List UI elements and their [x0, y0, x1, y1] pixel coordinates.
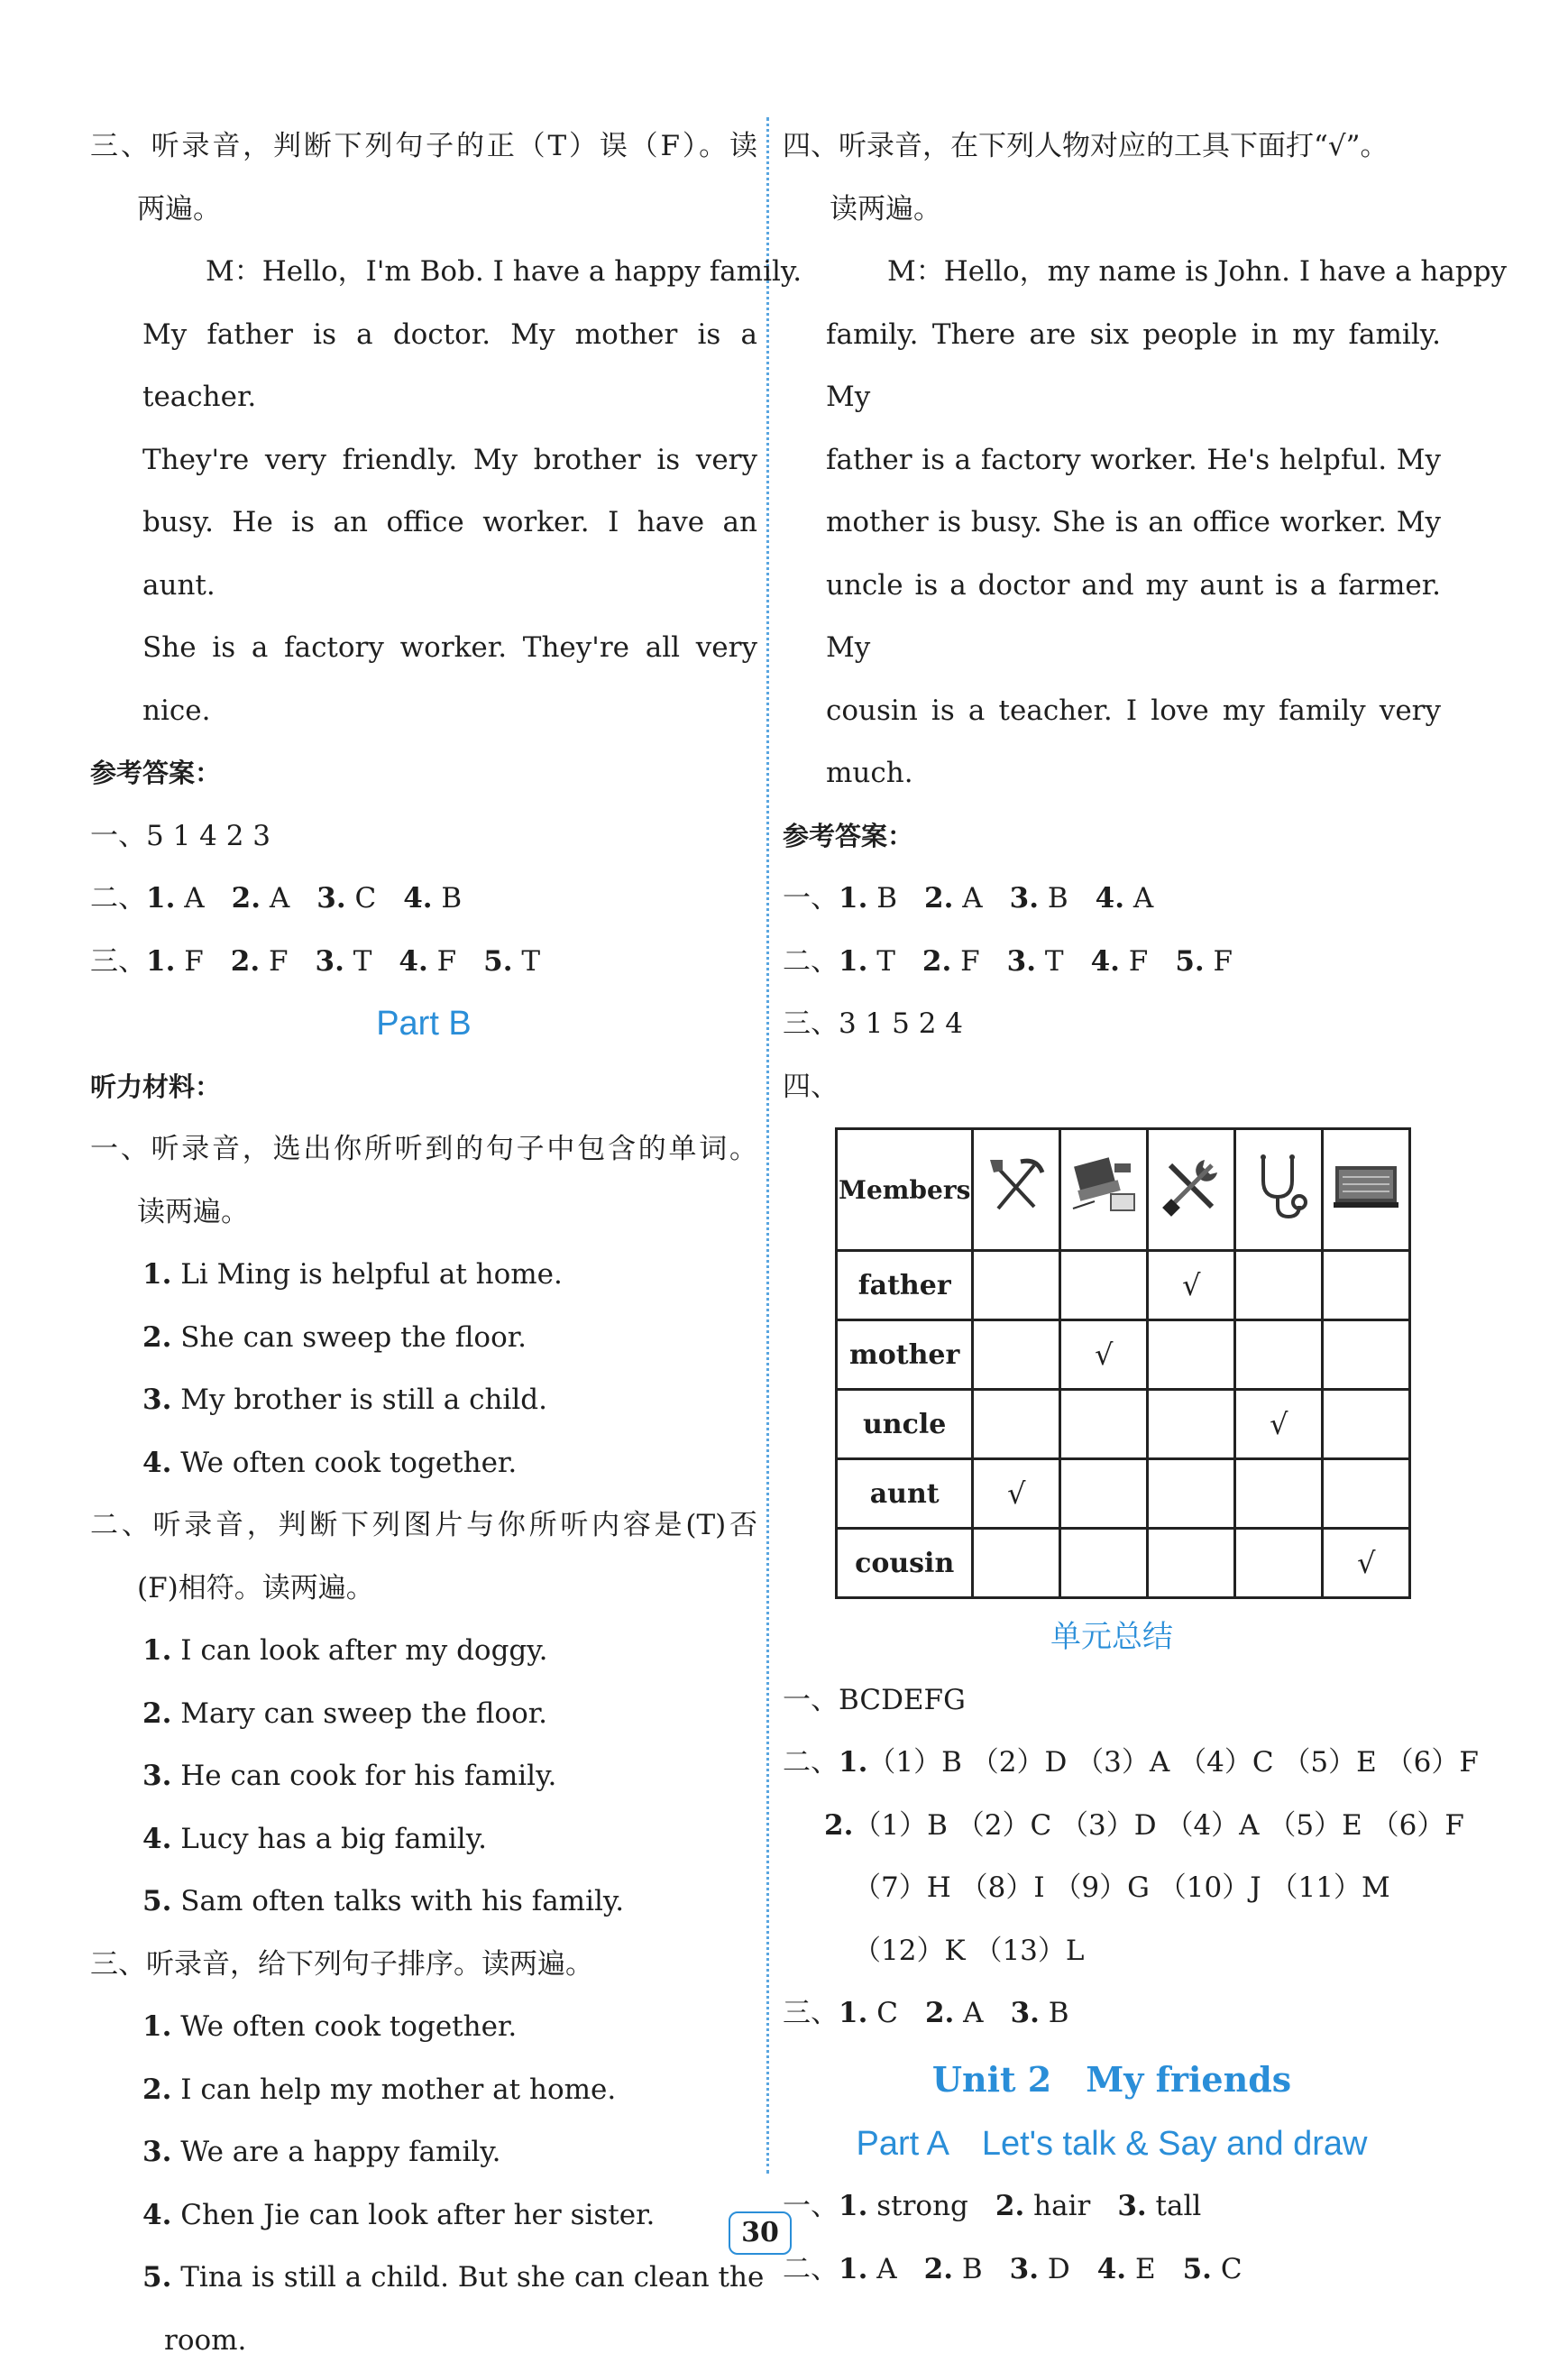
question-2-title-cont: (F)相符。读两遍。	[90, 1558, 757, 1621]
section-3-title: 三、听录音，判断下列句子的正（T）误（F）。读	[90, 115, 757, 179]
unit-2-heading: Unit 2 My friends	[783, 2046, 1441, 2113]
check-cell: √	[1060, 1320, 1148, 1390]
part-a-heading: Part A Let's talk & Say and draw	[783, 2113, 1441, 2176]
member-name: uncle	[837, 1390, 973, 1459]
script-line: busy. He is an office worker. I have an aunt.	[90, 492, 757, 617]
answer-line: （12）K （13）L	[783, 1920, 1441, 1983]
script-line: M：Hello，I'm Bob. I have a happy family.	[90, 241, 757, 304]
list-item: 5. Sam often talks with his family.	[90, 1871, 757, 1934]
check-cell	[973, 1529, 1060, 1598]
left-column	[90, 115, 757, 2372]
answer-line: 一、5 1 4 2 3	[90, 805, 757, 869]
list-item: 3. My brother is still a child.	[90, 1369, 757, 1432]
check-cell: √	[973, 1459, 1060, 1529]
script-line: uncle is a doctor and my aunt is a farmer. My	[783, 555, 1441, 680]
check-cell	[1148, 1529, 1235, 1598]
script-line: She is a factory worker. They're all very nice.	[90, 617, 757, 742]
check-cell	[1148, 1459, 1235, 1529]
list-item: 2. I can help my mother at home.	[90, 2059, 757, 2122]
answer-line: 一、1. strong 2. hair 3. tall	[783, 2175, 1441, 2239]
answer-line: 三、3 1 5 2 4	[783, 993, 1441, 1056]
answer-line: 四、	[783, 1056, 1441, 1119]
script-line: M：Hello，my name is John. I have a happy	[783, 241, 1441, 304]
member-name: aunt	[837, 1459, 973, 1529]
script-line: cousin is a teacher. I love my family very	[783, 680, 1441, 743]
check-cell: √	[1235, 1390, 1323, 1459]
list-item: 5. Tina is still a child. But she can clean the	[90, 2247, 757, 2310]
answer-line: 一、BCDEFG	[783, 1669, 1441, 1733]
script-line: family. There are six people in my family. My	[783, 304, 1441, 429]
stethoscope-icon	[1235, 1129, 1323, 1251]
check-cell	[1060, 1529, 1148, 1598]
list-item: 3. We are a happy family.	[90, 2121, 757, 2184]
answer-line: （7）H （8）I （9）G （10）J （11）M	[783, 1857, 1441, 1920]
table-row	[837, 1251, 1410, 1320]
check-cell	[1235, 1251, 1323, 1320]
check-cell	[1323, 1459, 1410, 1529]
members-header: Members	[837, 1129, 973, 1251]
member-name: mother	[837, 1320, 973, 1390]
members-tools-table	[835, 1127, 1411, 1599]
check-cell	[1323, 1251, 1410, 1320]
check-cell	[1148, 1390, 1235, 1459]
page-number: 30	[729, 2211, 792, 2255]
list-item: 1. Li Ming is helpful at home.	[90, 1244, 757, 1307]
check-cell	[1060, 1390, 1148, 1459]
list-item: 1. We often cook together.	[90, 1996, 757, 2059]
check-cell	[1323, 1390, 1410, 1459]
answer-line: 一、1. B 2. A 3. B 4. A	[783, 868, 1441, 931]
list-item-cont: room.	[90, 2310, 757, 2372]
part-b-heading: Part B	[90, 993, 757, 1056]
list-item: 2. She can sweep the floor.	[90, 1307, 757, 1370]
check-cell	[1235, 1320, 1323, 1390]
list-item: 3. He can cook for his family.	[90, 1745, 757, 1808]
list-item: 1. I can look after my doggy.	[90, 1620, 757, 1683]
script-line: father is a factory worker. He's helpful. My	[783, 429, 1441, 492]
question-2-title: 二、听录音，判断下列图片与你所听内容是(T)否	[90, 1494, 757, 1558]
question-3-title: 三、听录音，给下列句子排序。读两遍。	[90, 1934, 757, 1997]
check-cell	[1235, 1529, 1323, 1598]
answer-line: 三、1. C 2. A 3. B	[783, 1982, 1441, 2046]
section-4-title-cont: 读两遍。	[783, 179, 1441, 242]
table-row	[837, 1529, 1410, 1598]
member-name: cousin	[837, 1529, 973, 1598]
script-line: much.	[783, 742, 1441, 805]
section-4-title: 四、听录音，在下列人物对应的工具下面打“√”。	[783, 115, 1441, 179]
check-cell	[973, 1390, 1060, 1459]
member-name: father	[837, 1251, 973, 1320]
list-item: 2. Mary can sweep the floor.	[90, 1683, 757, 1746]
check-cell	[1148, 1320, 1235, 1390]
teacher-book-icon	[1323, 1129, 1410, 1251]
check-cell: √	[1323, 1529, 1410, 1598]
wrench-screwdriver-icon	[1148, 1129, 1235, 1251]
answer-line: 2.（1）B （2）C （3）D （4）A （5）E （6）F	[783, 1795, 1441, 1858]
check-cell	[1060, 1459, 1148, 1529]
question-1-title: 一、听录音，选出你所听到的句子中包含的单词。	[90, 1118, 757, 1181]
list-item: 4. Lucy has a big family.	[90, 1808, 757, 1871]
table-row	[837, 1320, 1410, 1390]
script-line: They're very friendly. My brother is very	[90, 429, 757, 492]
check-cell: √	[1148, 1251, 1235, 1320]
script-line: mother is busy. She is an office worker. My	[783, 492, 1441, 555]
check-cell	[1323, 1320, 1410, 1390]
question-1-title-cont: 读两遍。	[90, 1181, 757, 1245]
check-cell	[973, 1320, 1060, 1390]
office-supplies-icon	[1060, 1129, 1148, 1251]
list-item: 4. Chen Jie can look after her sister.	[90, 2184, 757, 2248]
unit-summary-heading: 单元总结	[783, 1606, 1441, 1669]
answer-line: 二、1.（1）B （2）D （3）A （4）C （5）E （6）F	[783, 1732, 1441, 1795]
table-header-row	[837, 1129, 1410, 1251]
answer-line: 三、1. F 2. F 3. T 4. F 5. T	[90, 931, 757, 994]
answer-line: 二、1. A 2. B 3. D 4. E 5. C	[783, 2239, 1441, 2302]
check-cell	[1060, 1251, 1148, 1320]
answer-line: 二、1. A 2. A 3. C 4. B	[90, 868, 757, 931]
listening-label: 听力材料：	[90, 1056, 757, 1119]
column-divider	[766, 117, 769, 2174]
answers-label: 参考答案：	[90, 742, 757, 805]
shovel-pickaxe-icon	[973, 1129, 1060, 1251]
list-item: 4. We often cook together.	[90, 1432, 757, 1495]
table-row	[837, 1390, 1410, 1459]
answers-label: 参考答案：	[783, 805, 1441, 869]
answer-line: 二、1. T 2. F 3. T 4. F 5. F	[783, 931, 1441, 994]
table-row	[837, 1459, 1410, 1529]
check-cell	[973, 1251, 1060, 1320]
script-line: My father is a doctor. My mother is a teacher.	[90, 304, 757, 429]
section-3-title-cont: 两遍。	[90, 179, 757, 242]
check-cell	[1235, 1459, 1323, 1529]
right-column	[783, 115, 1441, 2301]
